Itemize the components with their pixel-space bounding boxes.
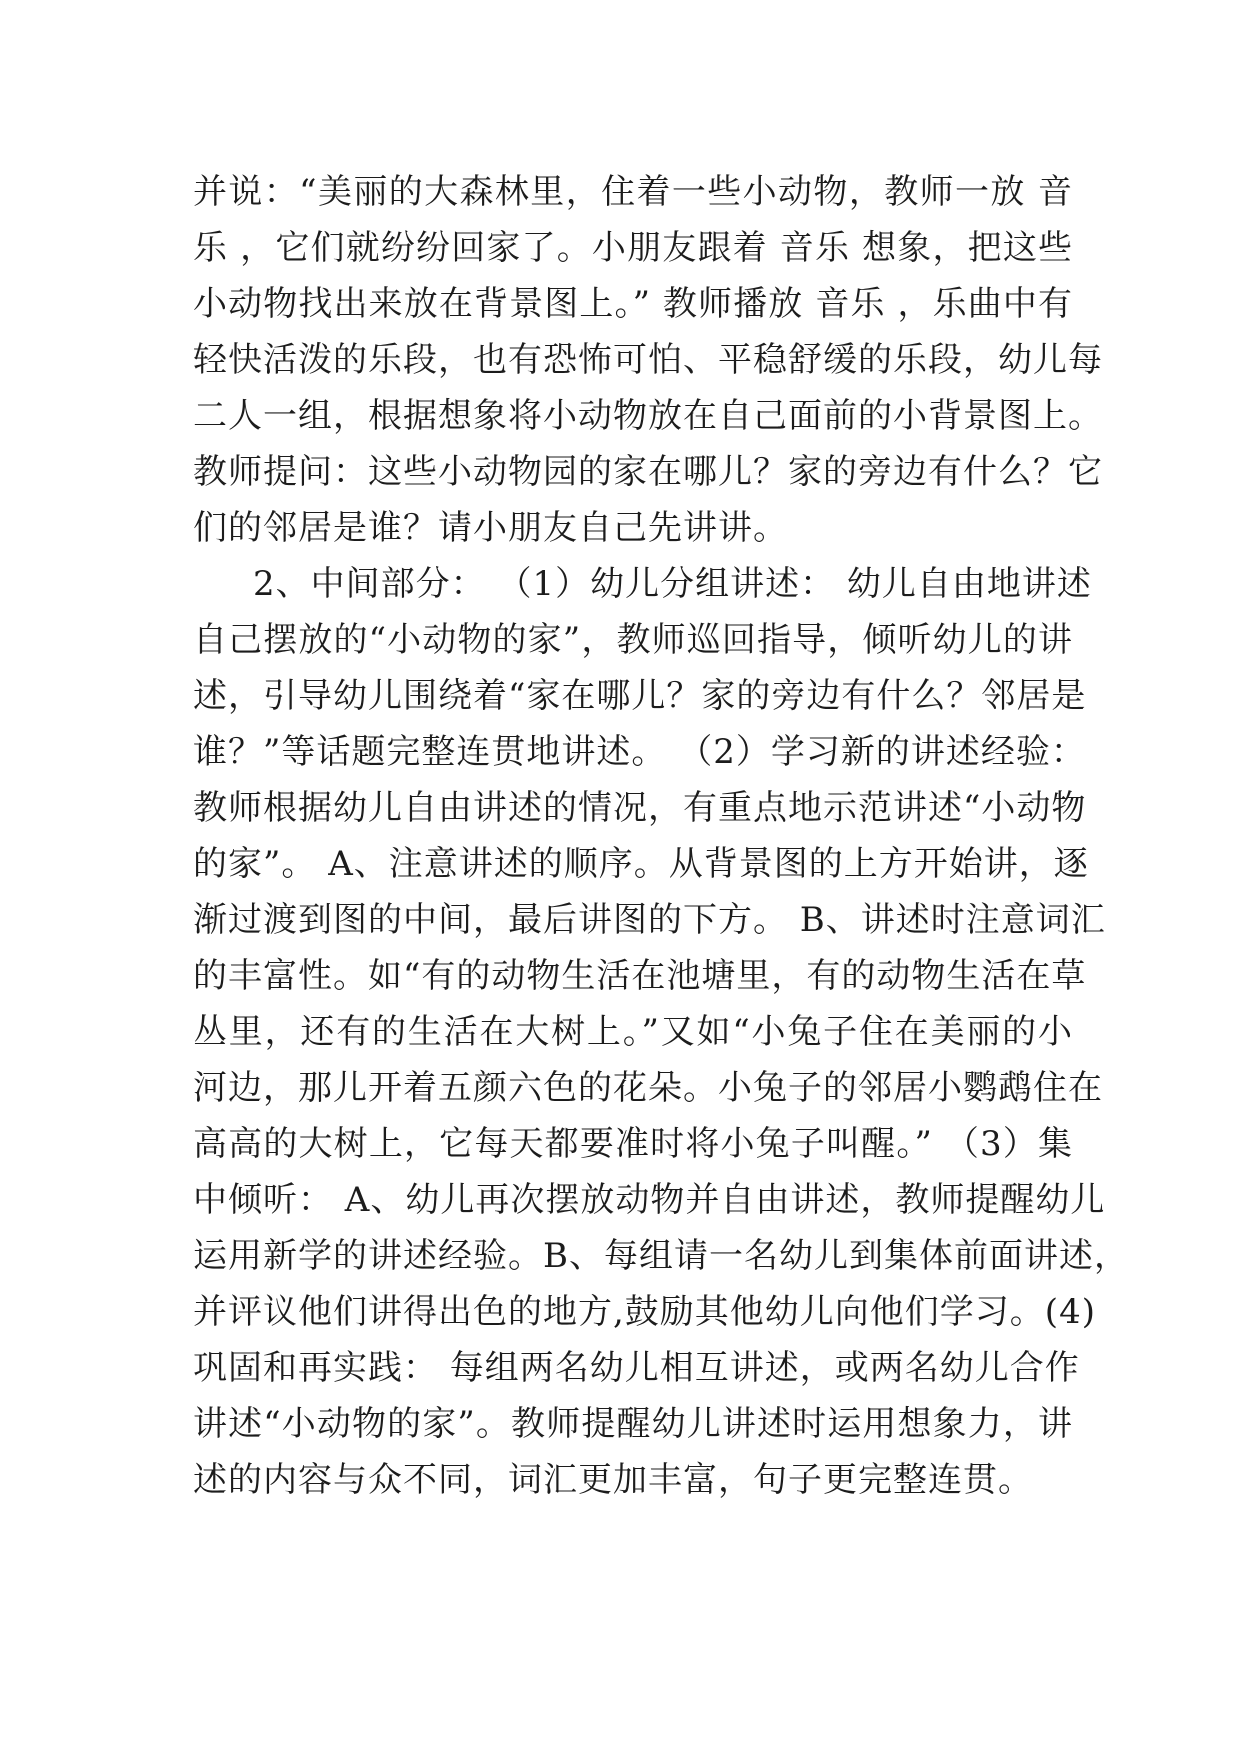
text-line: 巩固和再实践： 每组两名幼儿相互讲述，或两名幼儿合作 xyxy=(193,1348,1080,1388)
text-line: 教师提问：这些小动物园的家在哪儿？家的旁边有什么？它 xyxy=(193,452,1103,492)
text-line: 轻快活泼的乐段，也有恐怖可怕、平稳舒缓的乐段，幼儿每 xyxy=(193,340,1103,380)
body-text xyxy=(193,164,1129,1508)
text-line: 讲述“小动物的家”。教师提醒幼儿讲述时运用想象力，讲 xyxy=(193,1404,1073,1444)
paragraph-2 xyxy=(193,556,1129,1508)
text-line: 2、中间部分： （1）幼儿分组讲述： 幼儿自由地讲述 xyxy=(253,564,1092,604)
text-line: 渐过渡到图的中间，最后讲图的下方。 B、讲述时注意词汇 xyxy=(193,900,1106,940)
text-line: 们的邻居是谁？请小朋友自己先讲讲。 xyxy=(193,508,788,548)
text-line: 并说：“美丽的大森林里，住着一些小动物，教师一放 音 xyxy=(193,172,1073,212)
text-line: 二人一组，根据想象将小动物放在自己面前的小背景图上。 xyxy=(193,396,1103,436)
text-line: 中倾听： A、幼儿再次摆放动物并自由讲述，教师提醒幼儿 xyxy=(193,1180,1106,1220)
text-line: 高高的大树上，它每天都要准时将小兔子叫醒。” （3）集 xyxy=(193,1124,1073,1164)
text-line: 河边，那儿开着五颜六色的花朵。小兔子的邻居小鹦鹉住在 xyxy=(193,1068,1103,1108)
text-line: 并评议他们讲得出色的地方,鼓励其他幼儿向他们学习。(4) xyxy=(193,1292,1096,1332)
text-line: 述的内容与众不同，词汇更加丰富，句子更完整连贯。 xyxy=(193,1460,1033,1500)
text-line: 的丰富性。如“有的动物生活在池塘里，有的动物生活在草 xyxy=(193,956,1087,996)
text-line: 自己摆放的“小动物的家”，教师巡回指导，倾听幼儿的讲 xyxy=(193,620,1073,660)
text-line: 小动物找出来放在背景图上。” 教师播放 音乐 ，乐曲中有 xyxy=(193,284,1073,324)
paragraph-1 xyxy=(193,164,1103,556)
text-line: 述，引导幼儿围绕着“家在哪儿？家的旁边有什么？邻居是 xyxy=(193,676,1087,716)
text-line: 运用新学的讲述经验。B、每组请一名幼儿到集体前面讲述， xyxy=(193,1236,1129,1276)
text-line: 丛里，还有的生活在大树上。”又如“小兔子住在美丽的小 xyxy=(193,1012,1073,1052)
text-line: 谁？”等话题完整连贯地讲述。 （2）学习新的讲述经验： xyxy=(193,732,1086,772)
text-line: 的家”。 A、注意讲述的顺序。从背景图的上方开始讲，逐 xyxy=(193,844,1089,884)
text-line: 教师根据幼儿自由讲述的情况，有重点地示范讲述“小动物 xyxy=(193,788,1087,828)
text-line: 乐 ，它们就纷纷回家了。小朋友跟着 音乐 想象，把这些 xyxy=(193,228,1073,268)
